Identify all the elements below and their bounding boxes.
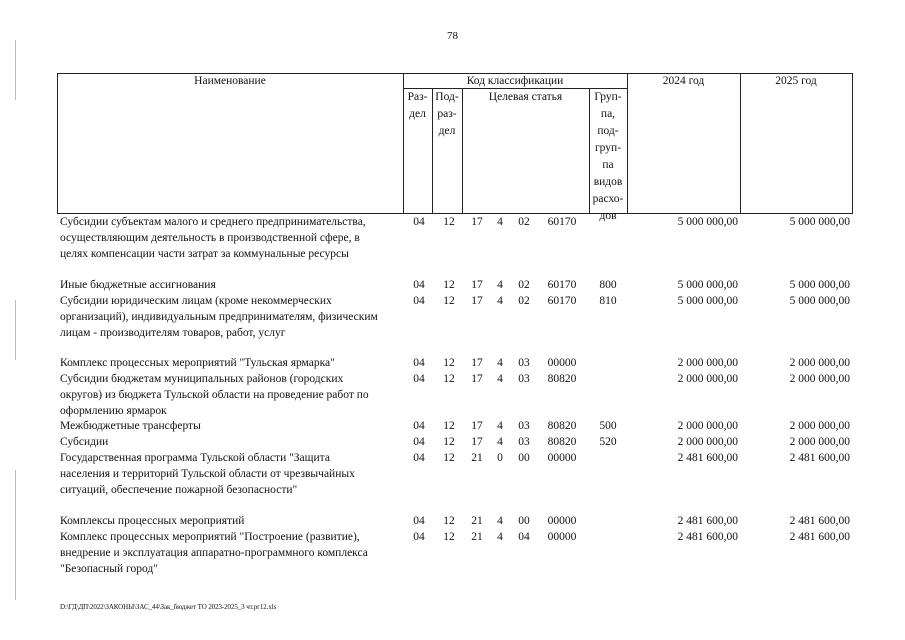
row-target-3: 02 <box>518 295 530 307</box>
row-expense-group: 500 <box>599 420 617 432</box>
row-razdel: 04 <box>413 216 425 228</box>
row-name: Субсидии юридическим лицам (кроме некоммерческих организаций), индивидуальным предпринимателям, физическим лицам - производителям товаров, работ, услуг <box>60 295 378 339</box>
row-name: Государственная программа Тульской области "Защита населения и территорий Тульской области от чрезвычайных ситуаций, обеспечение пожарной безопасности" <box>60 452 355 496</box>
binder-mark <box>15 40 16 100</box>
row-target-2: 4 <box>497 436 503 448</box>
row-target-1: 21 <box>471 452 483 464</box>
row-name: Комплекс процессных мероприятий "Тульская ярмарка" <box>60 357 335 369</box>
row-target-4: 00000 <box>547 531 577 543</box>
row-target-4: 00000 <box>547 452 577 464</box>
row-amount-2024: 5 000 000,00 <box>677 216 738 228</box>
row-amount-2025: 5 000 000,00 <box>789 279 850 291</box>
row-razdel: 04 <box>413 373 425 385</box>
row-amount-2024: 2 000 000,00 <box>677 373 738 385</box>
row-target-4: 80820 <box>547 436 577 448</box>
row-amount-2025: 2 481 600,00 <box>789 531 850 543</box>
row-target-2: 4 <box>497 279 503 291</box>
header-year-2025: 2025 год <box>775 75 817 87</box>
row-target-4: 80820 <box>547 420 577 432</box>
row-name: Субсидии <box>60 436 109 448</box>
row-target-2: 4 <box>497 373 503 385</box>
row-target-2: 4 <box>497 420 503 432</box>
row-razdel: 04 <box>413 515 425 527</box>
row-target-3: 00 <box>518 452 530 464</box>
row-podrazdel: 12 <box>443 279 455 291</box>
row-podrazdel: 12 <box>443 373 455 385</box>
row-target-2: 4 <box>497 216 503 228</box>
row-name: Комплекс процессных мероприятий "Построение (развитие), внедрение и эксплуатация аппаратно-программного комплекса "Безопасный город" <box>60 531 368 575</box>
row-target-2: 4 <box>497 295 503 307</box>
row-amount-2025: 5 000 000,00 <box>789 216 850 228</box>
row-amount-2024: 2 000 000,00 <box>677 436 738 448</box>
row-name: Субсидии бюджетам муниципальных районов (городских округов) из бюджета Тульской области на проведение работ по оформлению ярмарок <box>60 373 369 417</box>
row-target-3: 03 <box>518 357 530 369</box>
row-name: Иные бюджетные ассигнования <box>60 279 216 291</box>
row-podrazdel: 12 <box>443 420 455 432</box>
row-target-1: 17 <box>471 357 483 369</box>
row-amount-2025: 5 000 000,00 <box>789 295 850 307</box>
row-target-1: 17 <box>471 373 483 385</box>
row-target-2: 4 <box>497 357 503 369</box>
row-podrazdel: 12 <box>443 452 455 464</box>
row-podrazdel: 12 <box>443 531 455 543</box>
row-amount-2025: 2 000 000,00 <box>789 420 850 432</box>
row-target-4: 00000 <box>547 357 577 369</box>
binder-mark <box>15 300 16 360</box>
row-podrazdel: 12 <box>443 436 455 448</box>
row-podrazdel: 12 <box>443 295 455 307</box>
row-razdel: 04 <box>413 531 425 543</box>
row-razdel: 04 <box>413 452 425 464</box>
row-amount-2024: 2 481 600,00 <box>677 452 738 464</box>
row-target-2: 4 <box>497 531 503 543</box>
row-target-4: 80820 <box>547 373 577 385</box>
row-target-4: 00000 <box>547 515 577 527</box>
row-razdel: 04 <box>413 357 425 369</box>
header-podrazdel: Под- раз- дел <box>435 91 459 137</box>
row-target-1: 17 <box>471 279 483 291</box>
row-expense-group: 520 <box>599 436 617 448</box>
row-expense-group: 810 <box>599 295 617 307</box>
row-target-1: 17 <box>471 420 483 432</box>
row-razdel: 04 <box>413 279 425 291</box>
row-amount-2025: 2 000 000,00 <box>789 373 850 385</box>
row-target-2: 4 <box>497 515 503 527</box>
row-amount-2024: 5 000 000,00 <box>677 279 738 291</box>
row-target-1: 21 <box>471 515 483 527</box>
row-target-3: 03 <box>518 420 530 432</box>
row-amount-2025: 2 481 600,00 <box>789 452 850 464</box>
row-target-1: 17 <box>471 436 483 448</box>
row-target-3: 03 <box>518 373 530 385</box>
row-target-2: 0 <box>497 452 503 464</box>
row-amount-2025: 2 000 000,00 <box>789 357 850 369</box>
row-amount-2024: 5 000 000,00 <box>677 295 738 307</box>
row-expense-group: 800 <box>599 279 617 291</box>
row-razdel: 04 <box>413 420 425 432</box>
row-amount-2025: 2 000 000,00 <box>789 436 850 448</box>
row-target-3: 02 <box>518 279 530 291</box>
row-target-4: 60170 <box>547 295 577 307</box>
row-target-3: 04 <box>518 531 530 543</box>
row-amount-2024: 2 481 600,00 <box>677 515 738 527</box>
row-target-1: 21 <box>471 531 483 543</box>
row-amount-2024: 2 000 000,00 <box>677 420 738 432</box>
row-target-1: 17 <box>471 295 483 307</box>
row-target-3: 00 <box>518 515 530 527</box>
row-name: Комплексы процессных мероприятий <box>60 515 245 527</box>
header-name: Наименование <box>194 75 266 87</box>
row-name: Межбюджетные трансферты <box>60 420 201 432</box>
row-target-3: 03 <box>518 436 530 448</box>
binder-mark <box>15 470 16 600</box>
header-razdel: Раз- дел <box>407 91 428 120</box>
header-code-group: Код классификации <box>466 75 564 87</box>
row-podrazdel: 12 <box>443 357 455 369</box>
row-name: Субсидии субъектам малого и среднего предпринимательства, осуществляющим деятельность в производственной сфере, в целях компенсации части затрат за коммунальные ресурсы <box>60 216 366 260</box>
row-razdel: 04 <box>413 436 425 448</box>
file-path-footer: D:\ГД\ДП\2022\ЗАКОНЫ\ЗАС_44\Зак_бюджет ТО 2023-2025_3 чт.рг12.xls <box>60 603 277 611</box>
row-amount-2025: 2 481 600,00 <box>789 515 850 527</box>
row-target-4: 60170 <box>547 216 577 228</box>
header-year-2024: 2024 год <box>662 75 705 87</box>
row-amount-2024: 2 000 000,00 <box>677 357 738 369</box>
row-target-3: 02 <box>518 216 530 228</box>
header-expense-group: Груп- па, под- груп- па видов расхо- дов <box>592 91 624 222</box>
header-target-article: Целевая статья <box>488 91 563 103</box>
row-amount-2024: 2 481 600,00 <box>677 531 738 543</box>
row-podrazdel: 12 <box>443 515 455 527</box>
row-podrazdel: 12 <box>443 216 455 228</box>
row-target-4: 60170 <box>547 279 577 291</box>
row-razdel: 04 <box>413 295 425 307</box>
page-number: 78 <box>447 30 458 42</box>
row-target-1: 17 <box>471 216 483 228</box>
